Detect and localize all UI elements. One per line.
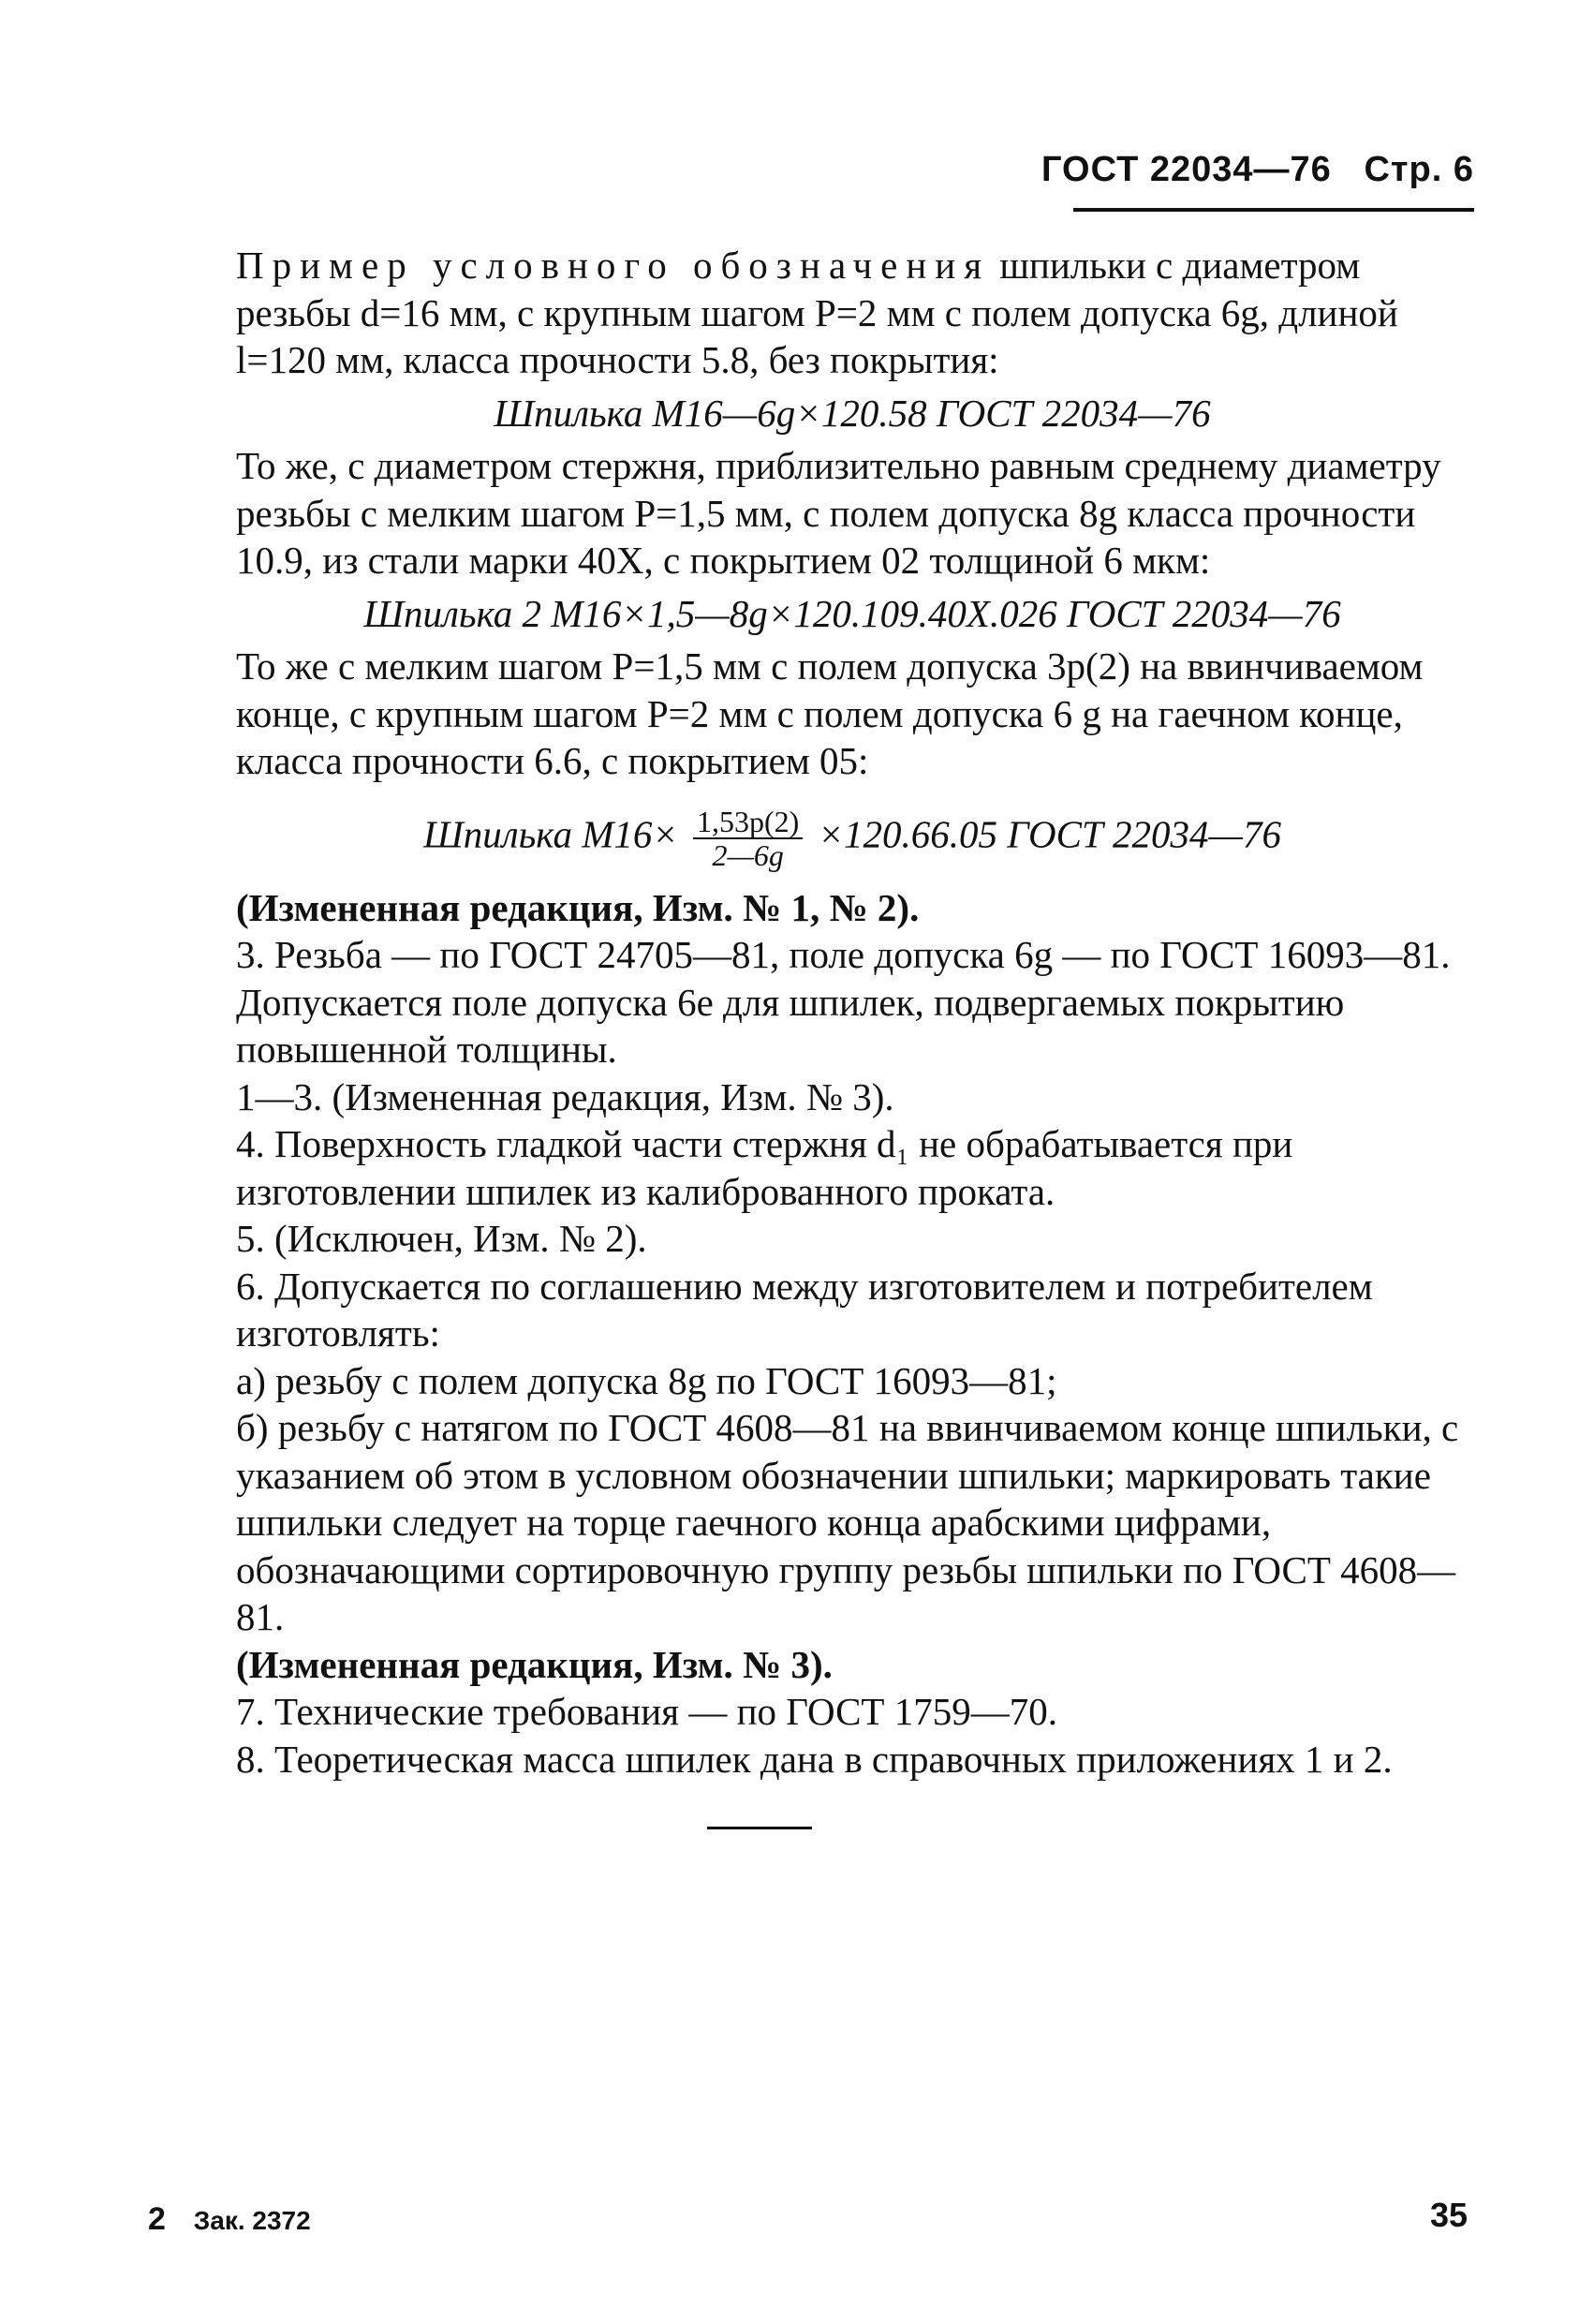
header-rule (1073, 208, 1474, 212)
example-paragraph (236, 242, 1469, 384)
page-label: Стр. 6 (1364, 150, 1474, 189)
footer-print-info (148, 2201, 311, 2238)
designation-3-prefix: Шпилька М16× (422, 811, 679, 855)
thread-tolerance-fraction (693, 806, 803, 871)
same-paragraph-3: То же с мелким шагом P=1,5 мм с полем допуска 3p(2) на ввинчиваемом конце, с крупным шагом P=2 мм с полем допуска 6 g на гаечном конце, класса прочности 6.6, с покрытием 05: (236, 644, 1424, 782)
fraction-numerator: 1,53p(2) (693, 806, 803, 839)
revision-note-1-3: 1—3. (Измененная редакция, Изм. № 3). (236, 1074, 894, 1118)
revision-note-1: (Измененная редакция, Изм. № 1, № 2). (236, 885, 920, 929)
clause-3: 3. Резьба — по ГОСТ 24705—81, поле допуска 6g — по ГОСТ 16093—81. Допускается поле допуска 6e для шпилек, подвергаемых покрытию повышенной толщины. (236, 933, 1451, 1071)
clause-8: 8. Теоретическая масса шпилек дана в справочных приложениях 1 и 2. (236, 1737, 1393, 1781)
clause-7: 7. Технические требования — по ГОСТ 1759—70. (236, 1690, 1057, 1733)
same-paragraph-2: То же, с диаметром стержня, приблизительно равным среднему диаметру резьбы с мелким шагом P=1,5 мм, с полем допуска 8g класса прочности 10.9, из стали марки 40Х, с покрытием 02 толщиной 6 мкм: (236, 444, 1441, 582)
example-lead-rest: шпильки с диаметром резьбы d=16 мм, с крупным шагом P=2 мм с полем допуска 6g, длиной l=120 мм, класса прочности 5.8, без покрытия: (236, 244, 1398, 381)
clause-4: 4. Поверхность гладкой части стержня d₁ не обрабатывается при изготовлении шпилек из калиброванного проката. (236, 1122, 1293, 1213)
sheet-number: 2 (148, 2201, 166, 2237)
revision-note-2: (Измененная редакция, Изм. № 3). (236, 1642, 833, 1686)
order-number: Зак. 2372 (193, 2206, 311, 2235)
page-number: 35 (1429, 2196, 1468, 2234)
designation-3-suffix: ×120.66.05 ГОСТ 22034—76 (818, 811, 1281, 855)
clause-6: 6. Допускается по соглашению между изготовителем и потребителем изготовлять: (236, 1264, 1373, 1354)
standard-number: ГОСТ 22034—76 (1041, 150, 1332, 189)
designation-2: Шпилька 2 М16×1,5—8g×120.109.40Х.026 ГОСТ 22034—76 (363, 591, 1341, 635)
document-body (236, 242, 1469, 1783)
page-header (1041, 150, 1474, 190)
designation-3 (236, 806, 1469, 871)
fraction-denominator: 2—6g (712, 837, 784, 872)
clause-6b: б) резьбу с натягом по ГОСТ 4608—81 на ввинчиваемом конце шпильки, с указанием об этом в условном обозначении шпильки; маркировать такие шпильки следует на торце гаечного конца арабскими цифрами, обозначающими сортировочную группу резьбы шпильки по ГОСТ 4608—81. (236, 1406, 1459, 1638)
designation-1: Шпилька М16—6g×120.58 ГОСТ 22034—76 (494, 391, 1211, 435)
clause-5: 5. (Исключен, Изм. № 2). (236, 1217, 647, 1260)
end-separator (707, 1827, 812, 1829)
clause-6a: а) резьбу с полем допуска 8g по ГОСТ 16093—81; (236, 1358, 1057, 1402)
example-lead: Пример условного обозначения (236, 244, 991, 287)
